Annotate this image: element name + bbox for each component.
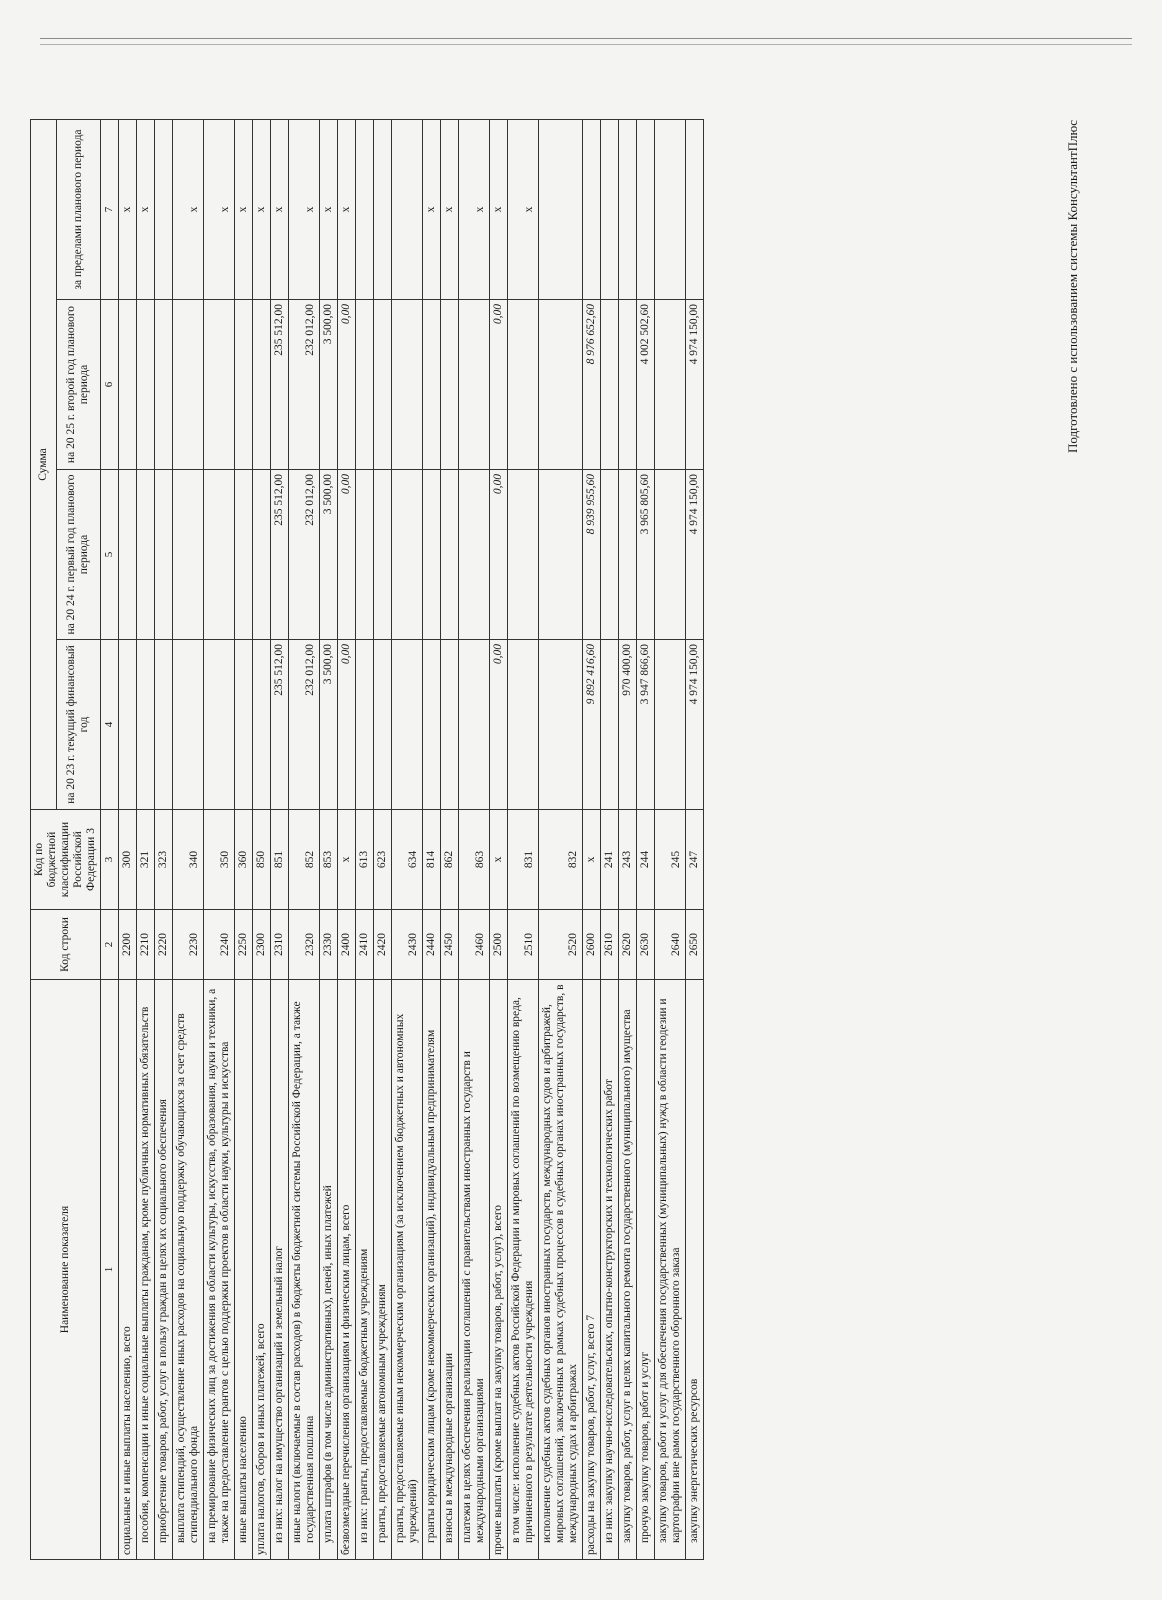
header-beyond: за пределами планового периода bbox=[56, 119, 100, 299]
row-value-2024 bbox=[601, 470, 619, 640]
row-budget-code: 832 bbox=[539, 810, 583, 910]
row-value-2024: 4 974 150,00 bbox=[686, 470, 704, 640]
row-name: исполнение судебных актов судебных органов иностранных государств, международных судов и арбитражей, мировых соглашений, заключенных в рамках судебных процессов в судебных органах иностранных государств, в международных судах и арбитражах bbox=[539, 980, 583, 1560]
row-name: на премирование физических лиц за достижения в области культуры, искусства, образования, науки и техники, а также на предоставление грантов с целью поддержки проектов в области науки, культуры и искусства bbox=[204, 980, 235, 1560]
row-value-2024 bbox=[619, 470, 637, 640]
row-value-2025 bbox=[204, 300, 235, 470]
table-row bbox=[235, 119, 253, 1559]
row-line-code: 2330 bbox=[320, 910, 338, 980]
expenses-table bbox=[30, 119, 704, 1560]
row-value-2023: 3 500,00 bbox=[320, 640, 338, 810]
row-value-2024 bbox=[137, 470, 155, 640]
row-budget-code: 300 bbox=[119, 810, 137, 910]
row-value-2024 bbox=[508, 470, 539, 640]
row-budget-code: x bbox=[338, 810, 356, 910]
header-year-2024: на 20 24 г. первый год планового периода bbox=[56, 470, 100, 640]
row-value-2024: 8 939 955,60 bbox=[583, 470, 601, 640]
row-value-2023 bbox=[155, 640, 173, 810]
column-number: 2 bbox=[101, 910, 119, 980]
row-value-2024 bbox=[356, 470, 374, 640]
row-value-beyond: x bbox=[271, 119, 289, 299]
row-name: закупку энергетических ресурсов bbox=[686, 980, 704, 1560]
table-row bbox=[173, 119, 204, 1559]
table-row bbox=[289, 119, 320, 1559]
row-value-beyond: x bbox=[137, 119, 155, 299]
row-value-beyond bbox=[539, 119, 583, 299]
row-value-beyond: x bbox=[253, 119, 271, 299]
row-value-2023 bbox=[655, 640, 686, 810]
row-value-2024 bbox=[374, 470, 392, 640]
row-value-2025 bbox=[253, 300, 271, 470]
table-row bbox=[271, 119, 289, 1559]
table-row bbox=[423, 119, 441, 1559]
row-value-2025 bbox=[392, 300, 423, 470]
row-value-2023: 232 012,00 bbox=[289, 640, 320, 810]
row-value-beyond: x bbox=[441, 119, 459, 299]
table-row bbox=[374, 119, 392, 1559]
row-name: уплата штрафов (в том числе административных), пеней, иных платежей bbox=[320, 980, 338, 1560]
row-value-2023 bbox=[235, 640, 253, 810]
row-name: иные налоги (включаемые в состав расходов) в бюджеты бюджетной системы Российской Федерации, а также государственная пошлина bbox=[289, 980, 320, 1560]
row-value-beyond bbox=[655, 119, 686, 299]
row-value-2025 bbox=[601, 300, 619, 470]
row-name: уплата налогов, сборов и иных платежей, всего bbox=[253, 980, 271, 1560]
header-name: Наименование показателя bbox=[31, 980, 101, 1560]
column-number: 5 bbox=[101, 470, 119, 640]
row-value-2023 bbox=[423, 640, 441, 810]
row-value-2023 bbox=[374, 640, 392, 810]
row-value-2025: 8 976 652,60 bbox=[583, 300, 601, 470]
row-value-beyond bbox=[374, 119, 392, 299]
table-row bbox=[119, 119, 137, 1559]
table-row bbox=[137, 119, 155, 1559]
row-budget-code: 634 bbox=[392, 810, 423, 910]
row-value-2023: 235 512,00 bbox=[271, 640, 289, 810]
row-line-code: 2300 bbox=[253, 910, 271, 980]
row-value-beyond: x bbox=[320, 119, 338, 299]
row-value-2024 bbox=[539, 470, 583, 640]
row-budget-code: 244 bbox=[637, 810, 655, 910]
row-name: гранты, предоставляемые иным некоммерческим организациям (за исключением бюджетных и автономных учреждений) bbox=[392, 980, 423, 1560]
header-year-2025: на 20 25 г. второй год планового периода bbox=[56, 300, 100, 470]
row-line-code: 2510 bbox=[508, 910, 539, 980]
row-budget-code: 623 bbox=[374, 810, 392, 910]
column-number: 1 bbox=[101, 980, 119, 1560]
row-budget-code: 851 bbox=[271, 810, 289, 910]
table-row bbox=[601, 119, 619, 1559]
row-value-beyond: x bbox=[119, 119, 137, 299]
row-value-2025 bbox=[508, 300, 539, 470]
row-value-2024: 0,00 bbox=[338, 470, 356, 640]
row-value-2023 bbox=[508, 640, 539, 810]
row-value-2025 bbox=[619, 300, 637, 470]
table-row bbox=[686, 119, 704, 1559]
row-budget-code: 613 bbox=[356, 810, 374, 910]
row-name: платежи в целях обеспечения реализации соглашений с правительствами иностранных государств и международными организациями bbox=[459, 980, 490, 1560]
row-budget-code: 323 bbox=[155, 810, 173, 910]
scan-edge-line bbox=[40, 44, 1132, 45]
row-budget-code: 350 bbox=[204, 810, 235, 910]
row-value-2023 bbox=[601, 640, 619, 810]
row-name: из них: гранты, предоставляемые бюджетным учреждениям bbox=[356, 980, 374, 1560]
row-value-2024 bbox=[204, 470, 235, 640]
row-line-code: 2600 bbox=[583, 910, 601, 980]
row-line-code: 2430 bbox=[392, 910, 423, 980]
row-value-2024 bbox=[253, 470, 271, 640]
row-value-beyond bbox=[155, 119, 173, 299]
row-line-code: 2640 bbox=[655, 910, 686, 980]
table-row bbox=[539, 119, 583, 1559]
row-name: выплата стипендий, осуществление иных расходов на социальную поддержку обучающихся за счет средств стипендиального фонда bbox=[173, 980, 204, 1560]
row-value-2024 bbox=[655, 470, 686, 640]
row-value-beyond bbox=[619, 119, 637, 299]
row-budget-code: 863 bbox=[459, 810, 490, 910]
column-number: 3 bbox=[101, 810, 119, 910]
row-value-beyond bbox=[356, 119, 374, 299]
row-line-code: 2450 bbox=[441, 910, 459, 980]
row-line-code: 2460 bbox=[459, 910, 490, 980]
header-sum: Сумма bbox=[31, 119, 57, 809]
scan-edge-line bbox=[40, 38, 1132, 39]
row-value-beyond: x bbox=[204, 119, 235, 299]
row-line-code: 2240 bbox=[204, 910, 235, 980]
row-line-code: 2230 bbox=[173, 910, 204, 980]
table-row bbox=[356, 119, 374, 1559]
row-budget-code: 852 bbox=[289, 810, 320, 910]
row-value-2024 bbox=[155, 470, 173, 640]
row-value-2025 bbox=[441, 300, 459, 470]
row-value-beyond: x bbox=[508, 119, 539, 299]
row-name: закупку товаров, работ, услуг в целях капитального ремонта государственного (муниципального) имущества bbox=[619, 980, 637, 1560]
row-value-2024 bbox=[423, 470, 441, 640]
table-row bbox=[583, 119, 601, 1559]
table-row bbox=[338, 119, 356, 1559]
rotated-page bbox=[30, 120, 1080, 1560]
row-value-beyond bbox=[392, 119, 423, 299]
row-budget-code: 862 bbox=[441, 810, 459, 910]
row-value-2023 bbox=[356, 640, 374, 810]
row-budget-code: 814 bbox=[423, 810, 441, 910]
row-value-2025 bbox=[137, 300, 155, 470]
row-value-beyond bbox=[686, 119, 704, 299]
table-row bbox=[655, 119, 686, 1559]
header-budget-code: Код по бюджетной классификации Российской Федерации 3 bbox=[31, 810, 101, 910]
row-value-2023 bbox=[441, 640, 459, 810]
row-budget-code: 853 bbox=[320, 810, 338, 910]
row-value-2024 bbox=[459, 470, 490, 640]
row-value-2025: 0,00 bbox=[490, 300, 508, 470]
row-name: расходы на закупку товаров, работ, услуг, всего 7 bbox=[583, 980, 601, 1560]
row-value-2024: 3 500,00 bbox=[320, 470, 338, 640]
row-budget-code: x bbox=[583, 810, 601, 910]
row-name: иные выплаты населению bbox=[235, 980, 253, 1560]
row-value-2025: 4 002 502,60 bbox=[637, 300, 655, 470]
row-budget-code: 340 bbox=[173, 810, 204, 910]
row-value-2023: 3 947 866,60 bbox=[637, 640, 655, 810]
row-value-2023 bbox=[253, 640, 271, 810]
table-row bbox=[155, 119, 173, 1559]
row-value-beyond bbox=[601, 119, 619, 299]
row-value-beyond bbox=[583, 119, 601, 299]
row-budget-code: 247 bbox=[686, 810, 704, 910]
row-value-2023: 4 974 150,00 bbox=[686, 640, 704, 810]
row-value-2023 bbox=[119, 640, 137, 810]
row-value-2023 bbox=[204, 640, 235, 810]
row-value-2025: 235 512,00 bbox=[271, 300, 289, 470]
row-line-code: 2320 bbox=[289, 910, 320, 980]
consultant-note: Подготовлено с использованием системы КонсультантПлюс bbox=[1065, 120, 1080, 454]
row-value-beyond: x bbox=[173, 119, 204, 299]
row-value-2025 bbox=[173, 300, 204, 470]
row-value-2023 bbox=[173, 640, 204, 810]
table-row bbox=[320, 119, 338, 1559]
row-budget-code: 245 bbox=[655, 810, 686, 910]
row-value-2023: 9 892 416,60 bbox=[583, 640, 601, 810]
column-number: 6 bbox=[101, 300, 119, 470]
row-line-code: 2420 bbox=[374, 910, 392, 980]
row-name: прочую закупку товаров, работ и услуг bbox=[637, 980, 655, 1560]
row-line-code: 2250 bbox=[235, 910, 253, 980]
row-value-beyond: x bbox=[490, 119, 508, 299]
row-value-2024: 235 512,00 bbox=[271, 470, 289, 640]
table-row bbox=[508, 119, 539, 1559]
row-value-2025 bbox=[459, 300, 490, 470]
row-line-code: 2440 bbox=[423, 910, 441, 980]
row-value-2025: 0,00 bbox=[338, 300, 356, 470]
row-value-2025 bbox=[539, 300, 583, 470]
row-budget-code: 831 bbox=[508, 810, 539, 910]
row-value-2025 bbox=[423, 300, 441, 470]
row-value-2024: 0,00 bbox=[490, 470, 508, 640]
table-row bbox=[637, 119, 655, 1559]
column-number: 4 bbox=[101, 640, 119, 810]
row-value-2024 bbox=[119, 470, 137, 640]
row-value-beyond: x bbox=[235, 119, 253, 299]
row-name: прочие выплаты (кроме выплат на закупку товаров, работ, услуг), всего bbox=[490, 980, 508, 1560]
table-row bbox=[441, 119, 459, 1559]
row-value-2025 bbox=[155, 300, 173, 470]
row-value-2024: 232 012,00 bbox=[289, 470, 320, 640]
row-name: социальные и иные выплаты населению, всего bbox=[119, 980, 137, 1560]
row-line-code: 2520 bbox=[539, 910, 583, 980]
row-line-code: 2220 bbox=[155, 910, 173, 980]
row-value-2025: 3 500,00 bbox=[320, 300, 338, 470]
row-value-2024: 3 965 805,60 bbox=[637, 470, 655, 640]
row-line-code: 2410 bbox=[356, 910, 374, 980]
row-value-2023: 0,00 bbox=[490, 640, 508, 810]
row-value-beyond: x bbox=[459, 119, 490, 299]
row-line-code: 2620 bbox=[619, 910, 637, 980]
row-name: приобретение товаров, работ, услуг в пользу граждан в целях их социального обеспечения bbox=[155, 980, 173, 1560]
header-year-2023: на 20 23 г. текущий финансовый год bbox=[56, 640, 100, 810]
table-row bbox=[204, 119, 235, 1559]
row-value-beyond: x bbox=[423, 119, 441, 299]
row-value-2025 bbox=[655, 300, 686, 470]
row-value-2025 bbox=[356, 300, 374, 470]
row-line-code: 2400 bbox=[338, 910, 356, 980]
row-name: из них: налог на имущество организаций и земельный налог bbox=[271, 980, 289, 1560]
row-value-2024 bbox=[392, 470, 423, 640]
row-name: безвозмездные перечисления организациям и физическим лицам, всего bbox=[338, 980, 356, 1560]
table-row bbox=[392, 119, 423, 1559]
row-name: гранты юридическим лицам (кроме некоммерческих организаций), индивидуальным предпринимателям bbox=[423, 980, 441, 1560]
row-value-2024 bbox=[173, 470, 204, 640]
row-line-code: 2610 bbox=[601, 910, 619, 980]
row-budget-code: 241 bbox=[601, 810, 619, 910]
row-line-code: 2310 bbox=[271, 910, 289, 980]
row-value-2024 bbox=[235, 470, 253, 640]
table-row bbox=[459, 119, 490, 1559]
row-budget-code: 321 bbox=[137, 810, 155, 910]
row-value-2025 bbox=[235, 300, 253, 470]
row-value-2023: 970 400,00 bbox=[619, 640, 637, 810]
header-line-code: Код строки bbox=[31, 910, 101, 980]
row-line-code: 2500 bbox=[490, 910, 508, 980]
row-value-2023 bbox=[137, 640, 155, 810]
row-value-2023 bbox=[392, 640, 423, 810]
row-name: из них: закупку научно-исследовательских, опытно-конструкторских и технологических работ bbox=[601, 980, 619, 1560]
row-value-2025: 232 012,00 bbox=[289, 300, 320, 470]
row-budget-code: 243 bbox=[619, 810, 637, 910]
row-line-code: 2630 bbox=[637, 910, 655, 980]
row-value-2023 bbox=[539, 640, 583, 810]
row-value-2024 bbox=[441, 470, 459, 640]
table-row bbox=[490, 119, 508, 1559]
row-value-beyond: x bbox=[338, 119, 356, 299]
table-row bbox=[253, 119, 271, 1559]
row-value-beyond bbox=[637, 119, 655, 299]
row-name: закупку товаров, работ и услуг для обеспечения государственных (муниципальных) нужд в области геодезии и картографии вне рамок государственного оборонного заказа bbox=[655, 980, 686, 1560]
row-name: взносы в международные организации bbox=[441, 980, 459, 1560]
row-value-2023: 0,00 bbox=[338, 640, 356, 810]
table-body bbox=[119, 119, 704, 1559]
row-budget-code: x bbox=[490, 810, 508, 910]
row-value-2023 bbox=[459, 640, 490, 810]
row-line-code: 2200 bbox=[119, 910, 137, 980]
row-value-beyond: x bbox=[289, 119, 320, 299]
column-number: 7 bbox=[101, 119, 119, 299]
row-line-code: 2650 bbox=[686, 910, 704, 980]
row-name: пособия, компенсации и иные социальные выплаты гражданам, кроме публичных нормативных обязательств bbox=[137, 980, 155, 1560]
column-numbers-row bbox=[101, 119, 119, 1559]
row-value-2025 bbox=[119, 300, 137, 470]
row-line-code: 2210 bbox=[137, 910, 155, 980]
row-name: гранты, предоставляемые автономным учреждениям bbox=[374, 980, 392, 1560]
row-budget-code: 850 bbox=[253, 810, 271, 910]
row-value-2025: 4 974 150,00 bbox=[686, 300, 704, 470]
row-name: в том числе: исполнение судебных актов Российской Федерации и мировых соглашений по возмещению вреда, причиненного в результате деятельности учреждения bbox=[508, 980, 539, 1560]
table-row bbox=[619, 119, 637, 1559]
row-budget-code: 360 bbox=[235, 810, 253, 910]
row-value-2025 bbox=[374, 300, 392, 470]
